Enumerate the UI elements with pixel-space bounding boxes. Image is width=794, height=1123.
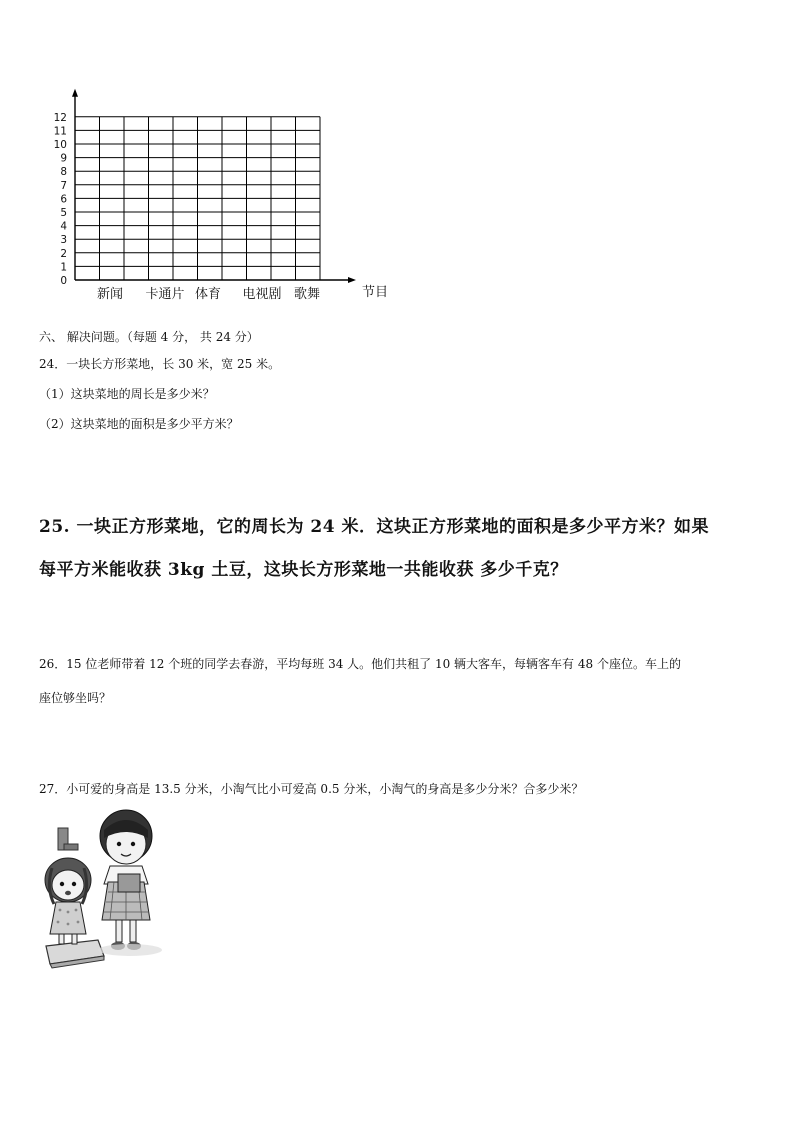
question-25-line2: 每平方米能收获 3kg 土豆，这块长方形菜地一共能收获 多少千克？ (39, 560, 568, 580)
question-24-part2: （2）这块菜地的面积是多少平方米？ (39, 417, 239, 431)
section-heading: 六、 解决问题。（每题 4 分， 共 24 分） (39, 330, 259, 344)
question-24-part1: （1）这块菜地的周长是多少米？ (39, 387, 215, 401)
x-axis-arrow (348, 277, 356, 283)
x-category-label: 体育 (194, 287, 222, 302)
x-category-label: 电视剧 (242, 287, 282, 302)
y-axis-arrow (72, 89, 78, 97)
question-27-stem: 27．小可爱的身高是 13.5 分米，小淘气比小可爱高 0.5 分米，小淘气的身高是多少分米？合多少米？ (39, 782, 584, 796)
y-tick-label: 2 (60, 247, 67, 260)
y-tick-label: 5 (60, 207, 67, 219)
tall-girl-icon (98, 810, 162, 956)
y-tick-label: 0 (60, 275, 67, 287)
question-26-line2: 座位够坐吗？ (39, 691, 112, 705)
x-category-label: 歌舞 (293, 287, 321, 302)
y-tick-label: 9 (60, 152, 67, 165)
y-tick-label: 4 (60, 220, 67, 233)
tv-program-chart (40, 80, 389, 310)
x-axis-label: 节目 (362, 285, 389, 300)
y-tick-label: 10 (53, 139, 67, 151)
y-tick-label: 12 (53, 111, 67, 124)
y-tick-label: 8 (60, 166, 67, 179)
question-24-stem: 24．一块长方形菜地，长 30 米，宽 25 米。 (39, 357, 281, 371)
x-category-label: 卡通片 (145, 287, 185, 302)
y-tick-label: 11 (53, 125, 67, 138)
y-tick-label: 1 (60, 261, 67, 274)
y-tick-label: 3 (60, 234, 67, 247)
question-25-line1: 25. 一块正方形菜地，它的周长为 24 米．这块正方形菜地的面积是多少平方米？如果 (39, 517, 709, 537)
question-26-line1: 26．15 位老师带着 12 个班的同学去春游，平均每班 34 人。他们共租了 10 辆大客车，每辆客车有 48 个座位。车上的 (39, 657, 681, 671)
two-girls-illustration (38, 808, 168, 968)
small-girl-icon (45, 828, 91, 944)
y-tick-label: 7 (60, 179, 67, 192)
x-category-label: 新闻 (96, 287, 124, 302)
y-tick-label: 6 (60, 193, 67, 206)
